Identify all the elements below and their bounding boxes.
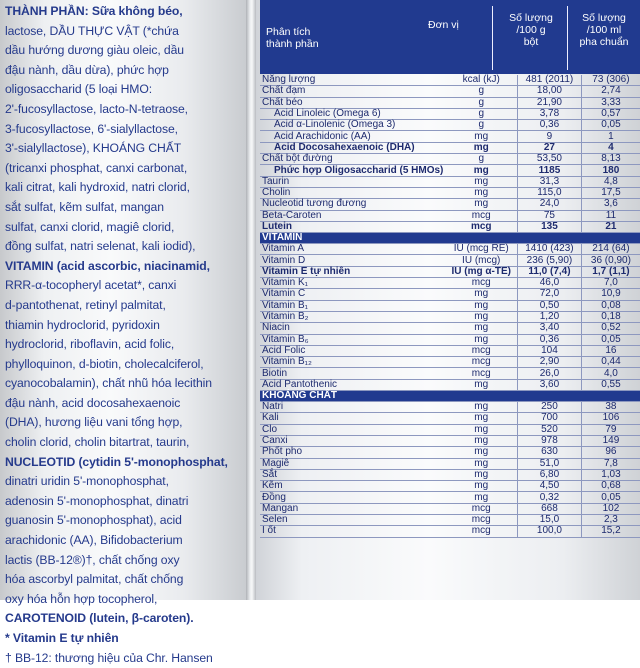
nutrient-unit: mg [445,469,517,480]
value-per-100g: 51,0 [518,458,582,469]
nutrient-name: Vitamin E tự nhiên [260,266,445,277]
value-per-100g: 24,0 [518,199,582,210]
nutrient-name: Cholin [260,187,445,198]
value-per-100g: 668 [518,503,582,514]
nutrient-name: Acid Docosahexaenoic (DHA) [260,142,445,153]
nutrient-unit: mg [445,142,517,153]
value-per-100g: 250 [518,402,582,413]
ingredient-line: sulfat, canxi clorid, magiê clorid, [5,219,175,234]
nutrition-panel [256,0,640,600]
nutrient-unit: g [445,108,517,119]
value-per-100g: 104 [518,345,582,356]
value-per-100ml: 0,44 [581,357,640,368]
value-per-100ml [581,233,640,244]
value-per-100ml: 7,0 [581,278,640,289]
value-per-100g: 236 (5,90) [518,255,582,266]
nutrient-row [260,514,640,525]
value-per-100ml: 21 [581,221,640,232]
nutrient-unit: mcg [445,278,517,289]
value-per-100g: 15,0 [518,514,582,525]
nutrient-row [260,154,640,165]
value-per-100ml: 96 [581,447,640,458]
nutrient-row [260,323,640,334]
value-per-100ml: 8,13 [581,154,640,165]
value-per-100g: 481 (2011) [518,75,582,86]
nutrient-unit: mg [445,131,517,142]
nutrient-name: VITAMIN [260,233,445,244]
value-per-100ml: 0,08 [581,300,640,311]
section-header-row [260,391,640,402]
value-per-100ml: 3,6 [581,199,640,210]
value-per-100g: 100,0 [518,526,582,537]
ingredient-line: 3'-sialyllactose), KHOÁNG CHẤT [5,141,182,156]
header-analysis: Phân tích thành phần [266,26,319,50]
nutrient-row [260,176,640,187]
ingredient-line: RRR-α-tocopheryl acetat*, canxi [5,278,177,293]
nutrient-name: Taurin [260,176,445,187]
nutrient-name: Acid α-Linolenic (Omega 3) [260,120,445,131]
value-per-100ml: 15,2 [581,526,640,537]
ingredient-line: lactose, DẦU THỰC VẬT (*chứa [5,23,179,38]
ingredient-line: 2'-fucosyllactose, lacto-N-tetraose, [5,101,188,116]
nutrient-row [260,255,640,266]
nutrient-unit: mcg [445,514,517,525]
value-per-100g: 135 [518,221,582,232]
ingredient-line: CAROTENOID (lutein, β-caroten). [5,611,194,626]
value-per-100ml: 102 [581,503,640,514]
nutrient-name: Chất bột đường [260,154,445,165]
nutrient-row [260,266,640,277]
value-per-100ml: 4 [581,142,640,153]
value-per-100g: 11,0 (7,4) [518,266,582,277]
value-per-100ml: 106 [581,413,640,424]
nutrient-row [260,368,640,379]
value-per-100ml: 4,0 [581,368,640,379]
nutrient-name: Acid Folic [260,345,445,356]
value-per-100ml: 1 [581,131,640,142]
value-per-100ml: 36 (0,90) [581,255,640,266]
nutrient-name: Năng lượng [260,75,445,86]
value-per-100g: 53,50 [518,154,582,165]
nutrient-name: Vitamin C [260,289,445,300]
header-unit: Đơn vị [428,19,459,31]
ingredient-line: cholin clorid, cholin bitartrat, taurin, [5,435,190,450]
nutrient-row [260,435,640,446]
ingredient-line: phylloquinon, d-biotin, cholecalciferol, [5,356,204,371]
ingredient-line: kali citrat, kali hydroxid, natri clorid, [5,180,190,195]
value-per-100ml: 16 [581,345,640,356]
nutrient-row [260,75,640,86]
nutrient-row [260,402,640,413]
nutrient-row [260,108,640,119]
ingredient-line: hydroclorid, riboflavin, acid folic, [5,337,175,352]
ingredient-line: oligosaccharid (5 loại HMO: [5,82,152,97]
nutrient-row [260,458,640,469]
nutrient-unit: mg [445,187,517,198]
ingredient-line: d-pantothenat, retinyl palmitat, [5,297,166,312]
nutrient-unit: mg [445,424,517,435]
nutrient-name: Vitamin B₂ [260,311,445,322]
value-per-100g: 75 [518,210,582,221]
nutrient-row [260,199,640,210]
ingredient-line: guanosin 5'-monophosphat), acid [5,513,182,528]
nutrient-unit: mg [445,481,517,492]
nutrient-row [260,503,640,514]
ingredient-line: cyanocobalamin), chất nhũ hóa lecithin [5,376,212,391]
value-per-100g: 3,60 [518,379,582,390]
value-per-100ml: 2,74 [581,86,640,97]
nutrient-name: Đồng [260,492,445,503]
nutrient-row [260,345,640,356]
nutrient-name: Vitamin K₁ [260,278,445,289]
nutrient-row [260,492,640,503]
nutrient-unit: mg [445,492,517,503]
value-per-100g: 630 [518,447,582,458]
value-per-100g: 3,40 [518,323,582,334]
value-per-100ml: 4,8 [581,176,640,187]
nutrient-row [260,120,640,131]
nutrient-unit: IU (mg α-TE) [445,266,517,277]
nutrient-row [260,221,640,232]
ingredients-panel [0,0,246,665]
ingredient-line: đậu nành, dầu dừa), phức hợp [5,62,169,77]
nutrient-unit: mg [445,435,517,446]
nutrient-name: Phức hợp Oligosaccharid (5 HMOs) [260,165,445,176]
value-per-100ml: 0,68 [581,481,640,492]
nutrient-row [260,187,640,198]
nutrient-name: Vitamin D [260,255,445,266]
value-per-100g: 27 [518,142,582,153]
value-per-100g: 6,80 [518,469,582,480]
nutrient-unit: mcg [445,503,517,514]
value-per-100g: 520 [518,424,582,435]
nutrient-name: Acid Arachidonic (AA) [260,131,445,142]
nutrient-row [260,413,640,424]
ingredient-line: NUCLEOTID (cytidin 5'-monophosphat, [5,454,228,469]
value-per-100g: 1,20 [518,311,582,322]
nutrient-row [260,469,640,480]
value-per-100ml: 149 [581,435,640,446]
value-per-100g: 46,0 [518,278,582,289]
nutrient-name: Natri [260,402,445,413]
nutrient-name: Vitamin A [260,244,445,255]
nutrient-unit: g [445,97,517,108]
ingredient-line: thiamin hydroclorid, pyridoxin [5,317,160,332]
value-per-100ml: 0,55 [581,379,640,390]
value-per-100ml: 214 (64) [581,244,640,255]
nutrient-unit: mg [445,402,517,413]
nutrient-name: Chất béo [260,97,445,108]
nutrient-unit: mg [445,165,517,176]
nutrient-unit [445,391,517,402]
nutrient-row [260,481,640,492]
ingredient-line: THÀNH PHẦN: Sữa không béo, [5,4,183,18]
panel-divider [246,0,256,600]
nutrient-row [260,278,640,289]
ingredient-line: đậu nành, acid docosahexaenoic [5,395,181,410]
nutrient-unit: kcal (kJ) [445,75,517,86]
ingredient-line: oxy hóa hỗn hợp tocopherol, [5,591,158,606]
nutrient-unit: mcg [445,210,517,221]
nutrition-table-header [260,0,640,74]
ingredient-line: (tricanxi phosphat, canxi carbonat, [5,160,188,175]
nutrient-unit: mg [445,289,517,300]
nutrient-name: Kali [260,413,445,424]
nutrient-name: Mangan [260,503,445,514]
nutrient-name: Lutein [260,221,445,232]
nutrient-unit: mg [445,458,517,469]
nutrient-name: Magiê [260,458,445,469]
value-per-100ml: 0,52 [581,323,640,334]
header-per-100g: Số lượng /100 g bột [509,12,553,48]
nutrient-name: Clo [260,424,445,435]
ingredient-line: (DHA), hương liệu vani tổng hợp, [5,415,183,430]
value-per-100g: 2,90 [518,357,582,368]
nutrient-name: Chất đạm [260,86,445,97]
nutrient-name: Nucleotid tương đương [260,199,445,210]
value-per-100g: 978 [518,435,582,446]
nutrient-row [260,244,640,255]
nutrient-unit: mcg [445,221,517,232]
value-per-100g: 0,36 [518,334,582,345]
value-per-100ml: 1,7 (1,1) [581,266,640,277]
nutrient-unit: mcg [445,345,517,356]
value-per-100g: 0,50 [518,300,582,311]
nutrient-name: KHOÁNG CHẤT [260,391,445,402]
ingredient-line: lactis (BB-12®)†, chất chống oxy [5,552,180,567]
nutrient-name: Vitamin B₁₂ [260,357,445,368]
value-per-100g: 72,0 [518,289,582,300]
nutrient-unit: g [445,154,517,165]
nutrient-row [260,357,640,368]
nutrient-row [260,424,640,435]
value-per-100g: 115,0 [518,187,582,198]
value-per-100ml: 0,05 [581,120,640,131]
nutrient-unit: IU (mcg) [445,255,517,266]
nutrient-row [260,97,640,108]
nutrient-unit: mg [445,413,517,424]
nutrient-unit: g [445,86,517,97]
nutrient-row [260,526,640,537]
nutrient-name: Beta-Caroten [260,210,445,221]
value-per-100ml: 17,5 [581,187,640,198]
nutrient-unit: mg [445,199,517,210]
nutrient-name: Sắt [260,469,445,480]
nutrient-unit: mcg [445,357,517,368]
nutrient-unit: mg [445,311,517,322]
value-per-100ml: 0,18 [581,311,640,322]
ingredient-line: † BB-12: thương hiệu của Chr. Hansen [5,650,213,665]
nutrient-row [260,300,640,311]
ingredient-line: 3-fucosyllactose, 6'-sialyllactose, [5,121,178,136]
value-per-100ml: 1,03 [581,469,640,480]
nutrient-row [260,379,640,390]
nutrient-name: Biotin [260,368,445,379]
value-per-100g: 31,3 [518,176,582,187]
value-per-100ml: 38 [581,402,640,413]
ingredient-line: dầu hướng dương giàu oleic, dầu [5,43,184,58]
nutrition-table [260,75,640,538]
nutrient-name: Kẽm [260,481,445,492]
value-per-100ml: 73 (306) [581,75,640,86]
value-per-100ml: 10,9 [581,289,640,300]
value-per-100g: 3,78 [518,108,582,119]
nutrient-row [260,131,640,142]
value-per-100g: 0,32 [518,492,582,503]
nutrient-unit: mcg [445,368,517,379]
nutrient-unit: mg [445,300,517,311]
value-per-100g: 18,00 [518,86,582,97]
nutrient-unit: mcg [445,526,517,537]
header-per-100ml: Số lượng /100 ml pha chuẩn [579,12,629,48]
value-per-100ml: 180 [581,165,640,176]
nutrient-name: Acid Linoleic (Omega 6) [260,108,445,119]
value-per-100g: 21,90 [518,97,582,108]
ingredient-line: đồng sulfat, natri selenat, kali iodid), [5,239,196,254]
value-per-100ml: 0,05 [581,334,640,345]
value-per-100ml: 79 [581,424,640,435]
value-per-100ml: 3,33 [581,97,640,108]
nutrient-row [260,165,640,176]
value-per-100ml: 7,8 [581,458,640,469]
value-per-100ml: 0,57 [581,108,640,119]
nutrient-row [260,311,640,322]
nutrient-row [260,289,640,300]
nutrient-unit: mg [445,176,517,187]
nutrient-unit: mg [445,334,517,345]
value-per-100g: 26,0 [518,368,582,379]
nutrient-unit: g [445,120,517,131]
nutrient-name: I ốt [260,526,445,537]
value-per-100ml: 0,05 [581,492,640,503]
ingredient-line: dinatri uridin 5'-monophosphat, [5,474,169,489]
value-per-100ml [581,391,640,402]
nutrient-row [260,334,640,345]
value-per-100ml: 2,3 [581,514,640,525]
ingredient-line: VITAMIN (acid ascorbic, niacinamid, [5,258,210,273]
nutrient-name: Phốt pho [260,447,445,458]
nutrient-unit: mg [445,379,517,390]
nutrient-name: Selen [260,514,445,525]
value-per-100g: 1185 [518,165,582,176]
nutrient-row [260,142,640,153]
nutrient-unit: mg [445,447,517,458]
value-per-100g [518,233,582,244]
value-per-100g: 4,50 [518,481,582,492]
nutrient-row [260,210,640,221]
nutrient-unit: mg [445,323,517,334]
nutrient-name: Vitamin B₆ [260,334,445,345]
nutrient-name: Vitamin B₁ [260,300,445,311]
nutrient-name: Niacin [260,323,445,334]
ingredient-line: adenosin 5'-monophosphat, dinatri [5,493,189,508]
section-header-row [260,233,640,244]
nutrient-row [260,86,640,97]
ingredient-line: * Vitamin E tự nhiên [5,631,119,645]
nutrient-row [260,447,640,458]
nutrient-name: Acid Pantothenic [260,379,445,390]
value-per-100g: 0,36 [518,120,582,131]
value-per-100g [518,391,582,402]
value-per-100g: 1410 (423) [518,244,582,255]
ingredient-line: hóa ascorbyl palmitat, chất chống [5,572,184,587]
ingredient-line: arachidonic (AA), Bifidobacterium [5,533,183,548]
value-per-100g: 9 [518,131,582,142]
value-per-100ml: 11 [581,210,640,221]
nutrient-name: Canxi [260,435,445,446]
value-per-100g: 700 [518,413,582,424]
nutrient-unit: IU (mcg RE) [445,244,517,255]
ingredient-line: sắt sulfat, kẽm sulfat, mangan [5,199,164,214]
nutrient-unit [445,233,517,244]
